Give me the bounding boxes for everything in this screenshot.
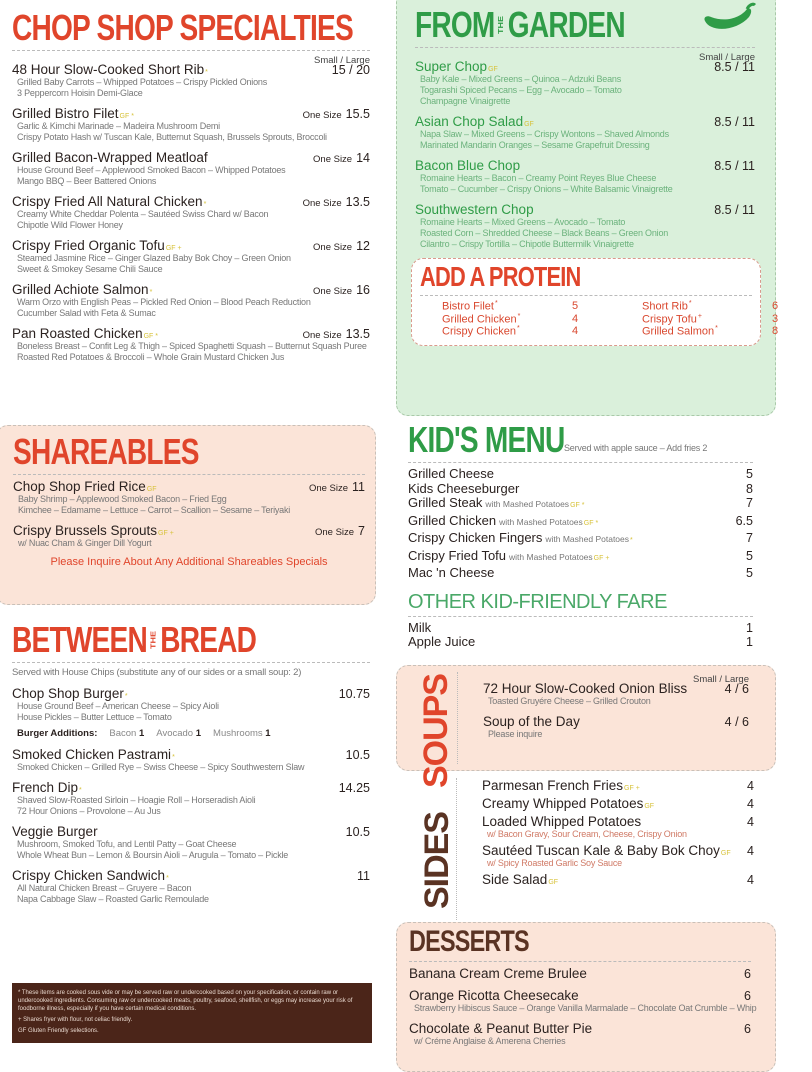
dietary-marker: GF	[644, 803, 655, 810]
title-part: FROM	[415, 4, 495, 45]
item-row	[409, 1021, 751, 1036]
item-price: 8.5 / 11	[714, 159, 755, 173]
protein-price: 4	[572, 325, 579, 338]
item-name: Soup of the Day	[483, 714, 580, 729]
menu-item	[12, 780, 370, 817]
item-name: Kids Cheeseburger	[408, 480, 520, 496]
item-description: w/ Spicy Roasted Garlic Soy Sauce	[487, 858, 622, 868]
menu-item	[12, 62, 370, 99]
size-label: One Size	[302, 198, 342, 209]
item-row	[483, 714, 749, 729]
item-name: 72 Hour Slow-Cooked Onion Bliss	[483, 681, 688, 696]
item-name: Grilled Bistro Filet	[12, 106, 119, 121]
item-description: Napa Slaw – Mixed Greens – Crispy Wontons – Shaved Almonds	[420, 129, 669, 139]
add-a-protein-box	[411, 258, 779, 346]
menu-item	[12, 150, 370, 187]
divider	[456, 778, 457, 920]
title-the: THE	[149, 631, 158, 649]
protein-name	[642, 325, 742, 338]
item-name: Crispy Fried Organic Tofu	[12, 238, 165, 253]
item-description: Napa Cabbage Slaw – Roasted Garlic Remoulade	[17, 894, 209, 904]
item-price: 8.5 / 11	[714, 115, 755, 129]
protein-price: 8	[772, 325, 779, 338]
desserts-section	[396, 922, 776, 1072]
item-description: Mango BBQ – Beer Battered Onions	[17, 176, 157, 186]
menu-item	[12, 824, 370, 861]
title-part: BREAD	[160, 619, 257, 660]
item-name: French Dip	[12, 780, 79, 795]
item-description: 72 Hour Onions – Provolone – Au Jus	[17, 806, 161, 816]
item-row	[12, 747, 370, 762]
menu-item	[13, 523, 365, 549]
item-description: Kimchee – Edamame – Lettuce – Carrot – Scallion – Sesame – Teriyaki	[18, 505, 291, 515]
item-name: Chop Shop Fried Rice	[13, 479, 146, 494]
dietary-marker: *	[688, 300, 692, 307]
item-price: 8.5 / 11	[714, 60, 755, 74]
kids-list	[408, 467, 753, 581]
section-title: SHAREABLES	[13, 431, 199, 472]
item-price: 11	[357, 869, 370, 883]
item-row	[409, 988, 751, 1003]
dietary-marker: GF	[146, 486, 157, 493]
chili-pepper-icon	[701, 3, 757, 33]
protein-label: Grilled Salmon	[642, 325, 715, 338]
menu-item	[12, 106, 370, 143]
item-description: Please inquire	[488, 729, 543, 739]
dietary-marker: *	[630, 537, 633, 544]
item-price: 7	[746, 496, 753, 510]
dietary-marker: *	[715, 325, 718, 333]
protein-list	[442, 300, 779, 338]
item-row	[12, 194, 370, 209]
section-title: ADD A PROTEIN	[420, 261, 581, 292]
item-name: Parmesan French Fries	[482, 778, 624, 793]
menu-item	[12, 747, 370, 773]
divider	[12, 50, 370, 51]
item-description: Boneless Breast – Confit Leg & Thigh – Spiced Spaghetti Squash – Butternut Squash Puree	[17, 341, 367, 351]
item-description: Sweet & Smokey Sesame Chili Sauce	[17, 264, 163, 274]
protein-name	[442, 313, 542, 326]
dietary-marker: GF +	[158, 530, 174, 537]
item-row	[13, 523, 365, 538]
item-side: with Mashed Potatoes	[499, 516, 583, 527]
item-description: Cucumber Salad with Feta & Sumac	[17, 308, 156, 318]
item-row	[482, 778, 754, 793]
section-title: DESSERTS	[409, 925, 529, 958]
dietary-marker: *	[517, 312, 521, 320]
item-price: 8.5 / 11	[714, 203, 755, 217]
additions-label: Burger Additions:	[17, 728, 98, 739]
item-price: 5	[746, 548, 753, 563]
item-description: Roasted Red Potatoes & Broccoli – Whole Grain Mustard Chicken Jus	[17, 352, 285, 362]
size-label: One Size	[308, 483, 349, 494]
item-price: 13.5	[345, 195, 370, 209]
disclaimer-line: * These items are cooked sous vide or may be served raw or undercooked based on your specification, or contain raw or undercooked ingredients. Consuming raw or undercooked meats, poultry, seafood, shellfish, or eggs may increase your risk of foodborne illness, especially if you have certain medical conditions.	[18, 990, 353, 1012]
menu-list	[12, 62, 370, 363]
item-name: Crispy Brussels Sprouts	[13, 523, 158, 538]
from-the-garden-section	[396, 0, 779, 416]
item-description: w/ Bacon Gravy, Sour Cream, Cheese, Crispy Onion	[487, 829, 687, 839]
item-price: 4 / 6	[724, 715, 749, 729]
item-name: Veggie Burger	[12, 824, 98, 839]
item-name: Grilled Cheese	[408, 466, 494, 481]
section-title: SOUPS	[417, 674, 455, 789]
item-description: Tomato – Cucumber – Crispy Onions – White Balsamic Vinaigrette	[420, 184, 673, 194]
item-description: Grilled Baby Carrots – Whipped Potatoes – Crispy Pickled Onions	[17, 77, 268, 87]
item-row	[12, 868, 370, 883]
item-name: Orange Ricotta Cheesecake	[409, 988, 579, 1003]
item-name: Grilled Achiote Salmon	[12, 282, 149, 297]
other-kid-fare-title: OTHER KID-FRIENDLY FARE	[408, 590, 667, 613]
item-price: 6	[744, 1022, 751, 1036]
item-row	[409, 966, 751, 981]
protein-price: 6	[772, 300, 779, 312]
item-side: with Mashed Potatoes	[545, 534, 630, 544]
menu-item	[482, 796, 754, 811]
item-description: Baby Shrimp – Applewood Smoked Bacon – Fried Egg	[18, 494, 227, 504]
divider	[12, 662, 370, 663]
menu-item	[482, 872, 754, 887]
size-header: Small / Large	[693, 674, 749, 685]
chop-shop-specialties-section	[12, 8, 370, 370]
item-description: Marinated Mandarin Oranges – Sesame Grapefruit Dressing	[420, 140, 650, 150]
item-name: Crispy Fried All Natural Chicken	[12, 194, 203, 209]
item-row	[415, 158, 755, 173]
item-description: Strawberry Hibiscus Sauce – Orange Vanilla Marmalade – Chocolate Oat Crumble – Whip	[414, 1003, 757, 1013]
divider	[13, 474, 365, 475]
item-name: Crispy Chicken Fingers	[408, 530, 543, 545]
protein-label: Bistro Filet	[442, 300, 494, 313]
menu-item	[12, 326, 370, 363]
item-description: House Ground Beef – Applewood Smoked Bacon – Whipped Potatoes	[17, 165, 286, 175]
item-price: 16	[356, 283, 370, 297]
item-name: Crispy Fried Tofu	[408, 547, 507, 563]
item-row	[12, 824, 370, 839]
size-label: One Size	[302, 330, 342, 341]
item-price: 5	[746, 566, 753, 580]
protein-price: 4	[572, 312, 579, 325]
dietary-marker: GF *	[570, 502, 585, 509]
item-name: Mac 'n Cheese	[408, 565, 495, 580]
item-name: Loaded Whipped Potatoes	[482, 814, 642, 829]
protein-name	[642, 300, 742, 313]
item-side: with Mashed Potatoes	[485, 499, 570, 509]
item-price: 11	[352, 480, 365, 494]
item-description: Champagne Vinaigrette	[420, 96, 511, 106]
item-price: 6.5	[735, 513, 753, 528]
item-description: Toasted Gruyére Cheese – Grilled Crouton	[488, 696, 651, 706]
item-price: 7	[746, 531, 753, 545]
dietary-marker: *	[79, 787, 82, 794]
item-row	[12, 686, 370, 701]
item-name: Sautéed Tuscan Kale & Baby Bok Choy	[482, 843, 720, 858]
kids-menu-item	[408, 531, 753, 549]
protein-name	[642, 313, 742, 326]
dietary-marker: GF +	[165, 245, 182, 252]
item-description: Mushroom, Smoked Tofu, and Lentil Patty – Goat Cheese	[17, 839, 237, 849]
item-name: Chocolate & Peanut Butter Pie	[409, 1021, 593, 1036]
dietary-marker: GF *	[583, 519, 599, 527]
item-price: 5	[746, 467, 753, 481]
dietary-marker: *	[149, 289, 153, 296]
item-price: 13.5	[345, 327, 370, 341]
menu-item	[482, 843, 754, 869]
protein-name	[442, 325, 542, 338]
item-description: Cilantro – Crispy Tortilla – Chipotle Buttermilk Vinaigrette	[420, 239, 634, 249]
item-name: Crispy Chicken Sandwich	[12, 868, 166, 883]
item-row	[482, 872, 754, 887]
item-price: 10.5	[345, 825, 370, 839]
item-price: 14	[356, 151, 370, 165]
divider	[409, 961, 751, 962]
item-description: Baby Kale – Mixed Greens – Quinoa – Adzuki Beans	[420, 74, 622, 84]
item-price: 1	[746, 635, 753, 649]
kids-menu-section	[408, 420, 753, 650]
kids-menu-item	[408, 467, 753, 482]
item-description: House Ground Beef – American Cheese – Spicy Aioli	[17, 701, 219, 711]
menu-item	[415, 202, 755, 250]
item-price: 10.5	[345, 748, 370, 762]
disclaimer-line: + Shares fryer with flour, not celiac friendly.	[18, 1017, 133, 1023]
section-title: KID'S MENU	[408, 419, 565, 460]
kids-menu-item	[408, 549, 753, 567]
item-name: Milk	[408, 619, 432, 635]
item-name: 48 Hour Slow-Cooked Short Rib	[12, 62, 205, 77]
item-description: Creamy White Cheddar Polenta – Sautéed Swiss Chard w/ Bacon	[17, 209, 269, 219]
item-name: Pan Roasted Chicken	[12, 326, 143, 341]
section-title	[415, 5, 680, 45]
item-description: w/ Créme Anglaise & Amerena Cherries	[414, 1036, 566, 1046]
served-with-note: Served with House Chips (substitute any of our sides or a small soup: 2)	[12, 667, 302, 678]
item-name: Grilled Steak	[408, 495, 483, 510]
item-description: Whole Wheat Bun – Lemon & Boursin Aioli – Arugula – Tomato – Pickle	[17, 850, 289, 860]
menu-item	[12, 194, 370, 231]
addition: Bacon 1	[109, 728, 145, 739]
item-row	[482, 814, 754, 829]
menu-list	[12, 747, 370, 905]
item-description: Chipotle Wild Flower Honey	[17, 220, 123, 230]
section-title: CHOP SHOP SPECIALTIES	[12, 7, 353, 48]
dietary-marker: GF *	[143, 333, 158, 340]
divider	[408, 616, 753, 617]
title-part: GARDEN	[507, 4, 625, 45]
item-name: Grilled Chicken	[408, 512, 497, 528]
footer-disclaimer	[12, 983, 372, 1043]
size-label: One Size	[302, 110, 342, 121]
item-description: Togarashi Spiced Pecans – Egg – Avocado – Tomato	[420, 85, 622, 95]
item-name: Super Chop	[415, 59, 488, 74]
sides-section	[396, 778, 754, 920]
divider	[420, 295, 752, 296]
item-name: Grilled Bacon-Wrapped Meatloaf	[12, 150, 208, 165]
kids-menu-item	[408, 496, 753, 514]
addition: Mushrooms 1	[213, 728, 271, 739]
menu-item	[415, 158, 755, 195]
item-description: Smoked Chicken – Grilled Rye – Swiss Cheese – Spicy Southwestern Slaw	[17, 762, 305, 772]
protein-label: Short Rib	[642, 300, 688, 313]
item-row	[13, 479, 365, 494]
dietary-marker: GF +	[624, 785, 640, 792]
kids-menu-item	[408, 621, 753, 636]
menu-list	[483, 681, 749, 740]
divider	[415, 47, 755, 48]
addition: Avocado 1	[156, 728, 202, 739]
menu-list	[409, 966, 757, 1047]
title-the: THE	[496, 16, 505, 34]
dietary-marker: GF	[548, 879, 559, 886]
item-row	[415, 114, 755, 129]
menu-item	[12, 282, 370, 319]
item-side: with Mashed Potatoes	[509, 551, 593, 562]
item-price: 4	[747, 844, 754, 858]
divider	[457, 672, 458, 764]
size-label: One Size	[313, 286, 353, 297]
item-name: Banana Cream Creme Brulee	[409, 966, 587, 981]
menu-item	[409, 1021, 751, 1047]
dietary-marker: GF +	[593, 554, 610, 562]
item-price: 6	[744, 967, 751, 981]
item-description: Warm Orzo with English Peas – Pickled Red Onion – Blood Peach Reduction	[17, 297, 311, 307]
size-header: Small / Large	[314, 55, 370, 66]
item-name: Creamy Whipped Potatoes	[482, 796, 644, 811]
size-label: One Size	[313, 242, 353, 253]
protein-price: 3	[772, 312, 779, 325]
item-description: All Natural Chicken Breast – Gruyere – Bacon	[17, 883, 192, 893]
item-description: w/ Nuac Cham & Ginger Dill Yogurt	[18, 538, 152, 548]
item-row	[12, 106, 370, 121]
item-price: 14.25	[338, 781, 370, 795]
kids-menu-item	[408, 514, 753, 532]
item-row	[12, 282, 370, 297]
item-price: 12	[356, 239, 370, 253]
menu-item	[482, 814, 754, 840]
item-price: 4	[747, 797, 754, 811]
item-price: 15 / 20	[331, 63, 370, 77]
item-price: 10.75	[338, 687, 370, 701]
item-name: Southwestern Chop	[415, 202, 534, 217]
kids-menu-item	[408, 566, 753, 581]
size-label: One Size	[313, 154, 353, 165]
item-name: Asian Chop Salad	[415, 114, 524, 129]
item-row	[12, 238, 370, 253]
protein-label: Crispy Tofu	[642, 313, 697, 326]
item-price: 4	[747, 873, 754, 887]
menu-list	[482, 778, 754, 887]
item-price: 15.5	[345, 107, 370, 121]
dietary-marker: *	[172, 754, 175, 761]
protein-label: Grilled Chicken	[442, 313, 517, 326]
item-name: Smoked Chicken Pastrami	[12, 747, 172, 762]
menu-item	[483, 714, 749, 740]
dietary-marker: *	[203, 201, 207, 208]
item-price: 6	[744, 989, 751, 1003]
dietary-marker: *	[516, 325, 520, 333]
title-part: BETWEEN	[12, 619, 147, 660]
kids-menu-item	[408, 635, 753, 650]
item-row	[482, 843, 754, 858]
item-price: 4 / 6	[724, 682, 749, 696]
shareables-section	[0, 425, 376, 605]
item-row	[12, 150, 370, 165]
item-description: Roasted Corn – Shredded Cheese – Black Beans – Green Onion	[420, 228, 669, 238]
item-price: 4	[747, 779, 754, 793]
item-name: Bacon Blue Chop	[415, 158, 521, 173]
dietary-marker: *	[166, 875, 169, 882]
menu-list	[13, 479, 365, 549]
dietary-marker: GF *	[119, 113, 134, 120]
dietary-marker: GF	[488, 66, 498, 73]
item-row	[12, 326, 370, 341]
section-title: SIDES	[418, 812, 456, 910]
item-name: Apple Juice	[408, 634, 476, 649]
menu-item	[12, 686, 370, 723]
item-price: 4	[747, 815, 754, 829]
item-description: Shaved Slow-Roasted Sirloin – Hoagie Roll – Horseradish Aioli	[17, 795, 256, 805]
item-description: Steamed Jasmine Rice – Ginger Glazed Baby Bok Choy – Green Onion	[17, 253, 291, 263]
item-row	[415, 202, 755, 217]
burger-additions	[17, 728, 370, 739]
menu-item	[12, 238, 370, 275]
size-header: Small / Large	[699, 52, 755, 63]
item-name: Side Salad	[482, 872, 548, 887]
item-description: Crispy Potato Hash w/ Tuscan Kale, Butternut Squash, Brussels Sprouts, Broccoli	[17, 132, 327, 142]
item-description: Garlic & Kimchi Marinade – Madeira Mushroom Demi	[17, 121, 220, 131]
kids-subtitle: Served with apple sauce – Add fries 2	[564, 443, 708, 453]
item-description: 3 Peppercorn Hoisin Demi-Glace	[17, 88, 143, 98]
item-price: 8	[746, 481, 753, 496]
menu-item	[409, 966, 751, 981]
dietary-marker: *	[205, 69, 208, 76]
item-row	[482, 796, 754, 811]
menu-item	[415, 114, 755, 151]
protein-price: 5	[572, 300, 579, 312]
divider	[408, 462, 753, 463]
size-label: One Size	[314, 527, 355, 538]
dietary-marker: *	[124, 693, 128, 700]
protein-name	[442, 300, 542, 313]
kids-menu-item	[408, 482, 753, 497]
between-the-bread-section	[12, 620, 370, 912]
menu-list	[415, 59, 755, 250]
item-description: Romaine Hearts – Mixed Greens – Avocado – Tomato	[420, 217, 626, 227]
dietary-marker: GF	[524, 121, 534, 128]
dietary-marker: *	[494, 300, 498, 307]
menu-list	[12, 686, 370, 723]
protein-label: Crispy Chicken	[442, 325, 516, 338]
menu-item	[12, 868, 370, 905]
section-title	[12, 620, 291, 660]
dietary-marker: GF	[720, 850, 731, 857]
other-kid-fare-list	[408, 621, 753, 650]
item-price: 1	[746, 620, 753, 635]
menu-item	[409, 988, 757, 1014]
shareables-note: Please Inquire About Any Additional Shareables Specials	[50, 556, 328, 568]
disclaimer-line: GF Gluten Friendly selections.	[18, 1028, 99, 1034]
item-description: House Pickles – Butter Lettuce – Tomato	[17, 712, 172, 722]
item-name: Chop Shop Burger	[12, 686, 124, 701]
item-description: Romaine Hearts – Bacon – Creamy Point Reyes Blue Cheese	[420, 173, 657, 183]
menu-item	[13, 479, 365, 516]
dietary-marker: +	[697, 312, 702, 320]
item-price: 7	[358, 524, 365, 538]
item-row	[12, 780, 370, 795]
menu-item	[482, 778, 754, 793]
menu-item	[415, 59, 755, 107]
